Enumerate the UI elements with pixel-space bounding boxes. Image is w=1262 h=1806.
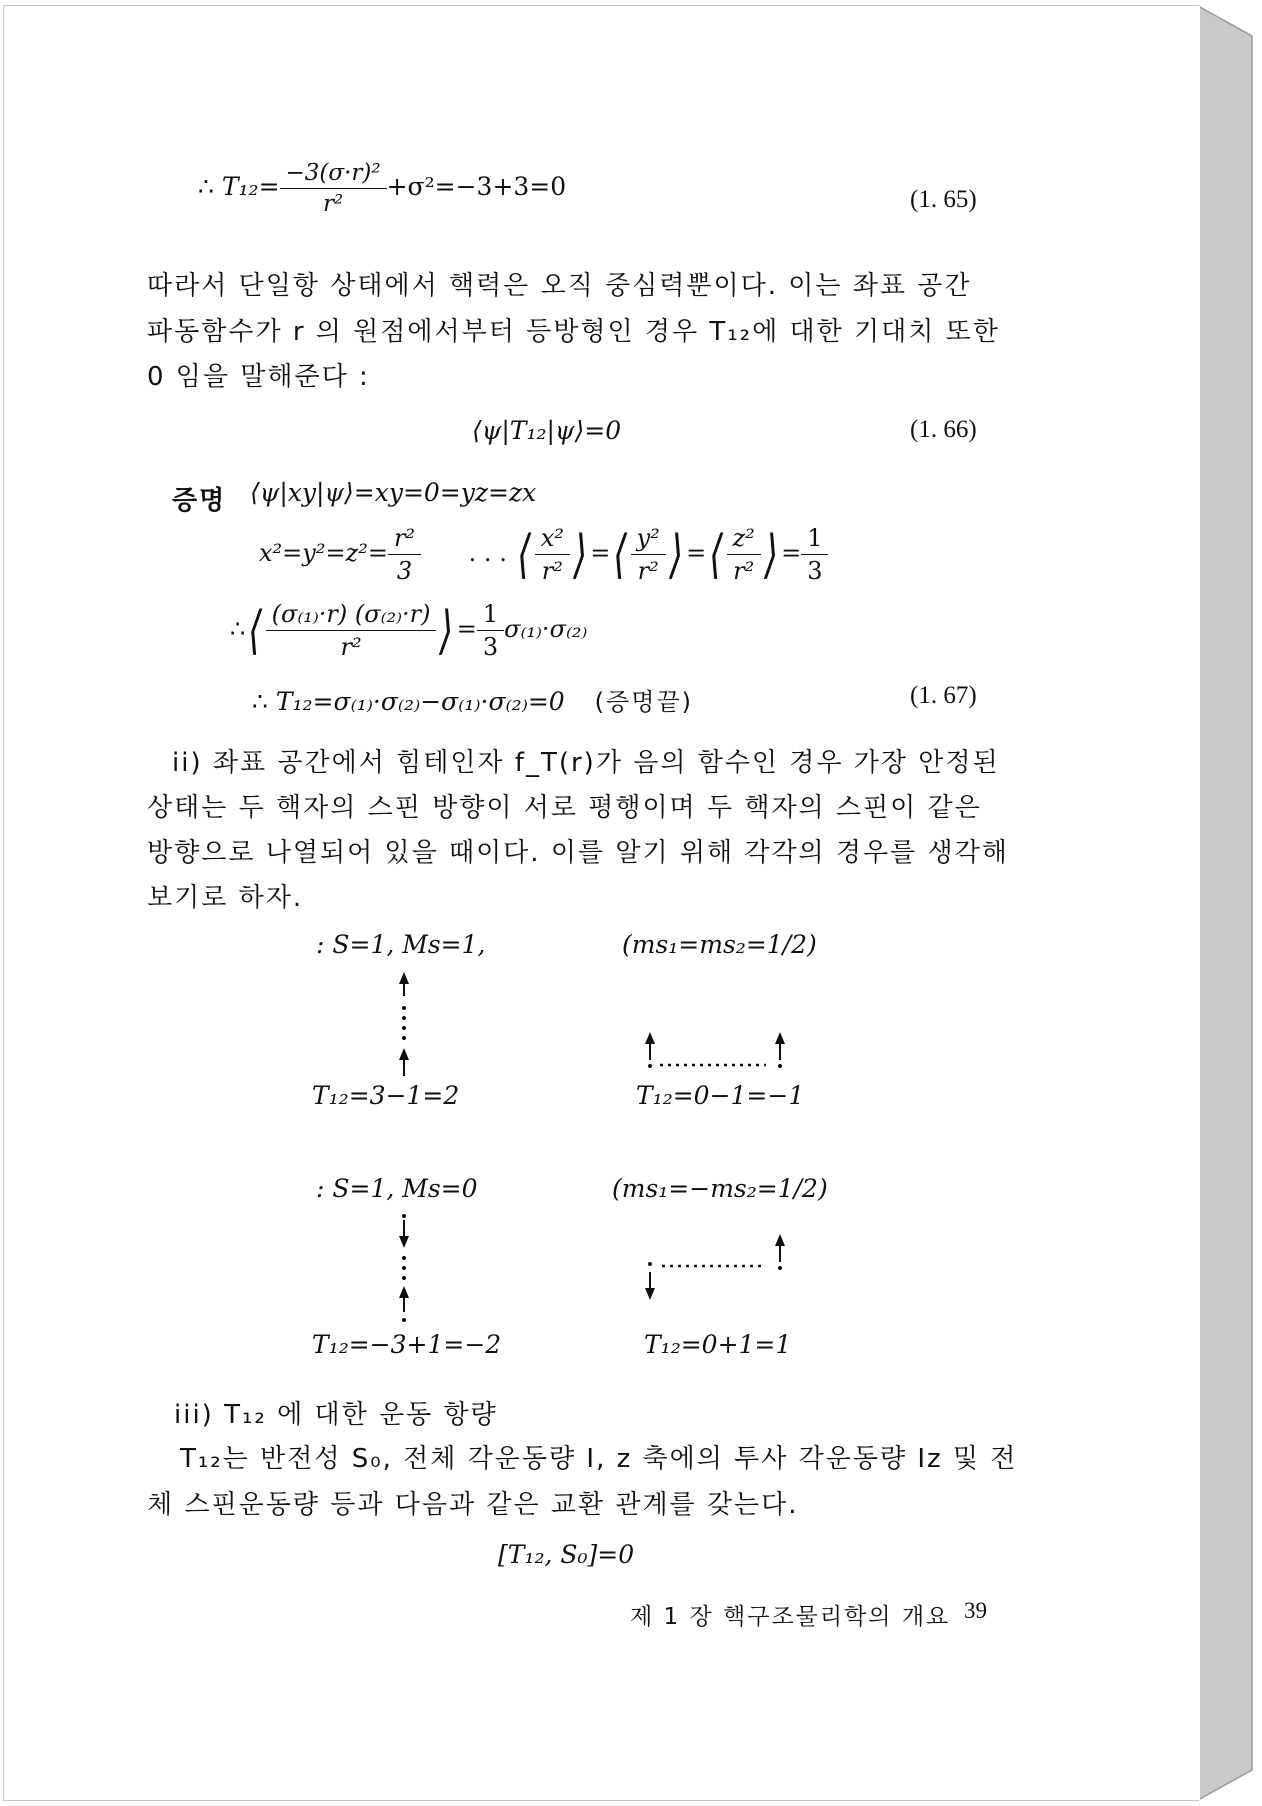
- section3-line2: 체 스핀운동량 등과 다음과 같은 교환 관계를 갖는다.: [147, 1490, 799, 1520]
- left-angle-bracket: ⟨: [517, 524, 532, 585]
- proof-line3-rhs-rest: σ₍₁₎·σ₍₂₎: [504, 615, 588, 643]
- eq165-fraction: [280, 160, 387, 217]
- case1-right-top: (ms₁=ms₂=1/2): [622, 930, 817, 959]
- proof-line3-rhs-den: 3: [482, 633, 499, 661]
- section3-line1: T₁₂는 반전성 S₀, 전체 각운동량 I, z 축에의 투사 각운동량 Iz 및 전: [180, 1444, 1018, 1474]
- proof-line3-frac: [266, 600, 437, 661]
- therefore-symbol: ∴: [230, 615, 246, 643]
- para2-line4: 보기로 하자.: [147, 883, 304, 913]
- proof-line2-dots: . . .: [468, 539, 507, 567]
- case1-left-spin-diagram: [384, 966, 424, 1086]
- left-angle-bracket: ⟨: [709, 524, 724, 585]
- x2-over-r2: [535, 524, 570, 585]
- case2-right-top: (ms₁=−ms₂=1/2): [612, 1174, 828, 1203]
- case2-left-top: : S=1, Ms=0: [316, 1174, 478, 1203]
- proof-line2-left: x²=y²=z²=: [259, 539, 388, 567]
- eq166-number: (1. 66): [910, 416, 977, 443]
- case1-right-spin-diagram: [634, 1022, 794, 1082]
- right-angle-bracket: ⟩: [572, 524, 588, 585]
- proof-line1: ⟨ψ|xy|ψ⟩=xy=0=yz=zx: [250, 478, 537, 507]
- eq165-lhs: T₁₂=: [221, 172, 280, 201]
- case1-left-top: : S=1, Ms=1,: [316, 930, 486, 959]
- case2-left-bottom: T₁₂=−3+1=−2: [312, 1330, 502, 1359]
- r2-b: r²: [637, 557, 659, 585]
- therefore-symbol: ∴: [198, 172, 214, 201]
- equation-1-65: [198, 160, 566, 217]
- proof-line2: x²=y²=z²= $\frac{\text{r²}}{3}$ . . . ⟨ $\frac{\text{x²}}{\text{r²}}$ ⟩ =⟨ $\frac{\text{y²}}{\text{r²}}$ ⟩ =⟨ $\frac{\text{z²}}{\text{r²}}$ ⟩ = $\frac{1}{3}$: [259, 524, 828, 585]
- one-third: [801, 524, 828, 585]
- y2: y²: [631, 524, 666, 555]
- proof-line3-den: r²: [340, 633, 362, 661]
- eq165-denominator: r²: [322, 191, 344, 217]
- para2-line1: ii) 좌표 공간에서 힘테인자 f_T(r)가 음의 함수인 경우 가장 안정된: [172, 748, 1000, 778]
- proof-line4: [252, 682, 693, 717]
- eq165-number: (1. 65): [910, 186, 977, 213]
- case2-right-spin-diagram: [634, 1228, 794, 1308]
- section3-heading: iii) T₁₂ 에 대한 운동 항량: [174, 1400, 498, 1430]
- right-angle-bracket: ⟩: [763, 524, 779, 585]
- y2-over-r2: [631, 524, 666, 585]
- proof-line3: ∴⟨ $\frac{\text{(σ₍₁₎·r) (σ₍₂₎·r)}}{\text{r²}}$ ⟩ = $\frac{1}{3}$ σ₍₁₎·σ₍₂₎: [230, 600, 588, 661]
- x2: x²: [535, 524, 570, 555]
- case1-right-bottom: T₁₂=0−1=−1: [636, 1081, 805, 1110]
- proof-line3-rhs-num: 1: [477, 600, 504, 631]
- book-page: [4, 6, 1200, 1800]
- page-number: 39: [964, 1598, 987, 1623]
- one-third-num: 1: [801, 524, 828, 555]
- case2-right-bottom: T₁₂=0+1=1: [644, 1330, 792, 1359]
- para2-line3: 방향으로 나열되어 있을 때이다. 이를 알기 위해 각각의 경우를 생각해: [147, 838, 1009, 868]
- proof-line4-expr: T₁₂=σ₍₁₎·σ₍₂₎−σ₍₁₎·σ₍₂₎=0: [275, 687, 565, 716]
- eq165-numerator: −3(σ·r)²: [280, 160, 387, 189]
- r2-c: r²: [733, 557, 755, 585]
- proof-line3-num: (σ₍₁₎·r) (σ₍₂₎·r): [266, 600, 437, 631]
- proof-line2-frac-den: 3: [396, 557, 413, 585]
- para1-line2: 파동함수가 r 의 원점에서부터 등방형인 경우 T₁₂에 대한 기대치 또한: [147, 317, 1000, 347]
- right-angle-bracket: ⟩: [668, 524, 684, 585]
- proof-line2-frac-num: r²: [388, 524, 421, 555]
- left-angle-bracket: ⟨: [613, 524, 628, 585]
- proof-label: 증명: [172, 486, 227, 516]
- chapter-footer: 제 1 장 핵구조물리학의 개요: [630, 1604, 951, 1630]
- equation-1-66: ⟨ψ|T₁₂|ψ⟩=0: [472, 416, 622, 445]
- para2-line2: 상태는 두 핵자의 스핀 방향이 서로 평행이며 두 핵자의 스핀이 같은: [147, 793, 982, 823]
- therefore-symbol: ∴: [252, 687, 268, 716]
- para1-line3: 0 임을 말해준다 :: [147, 362, 370, 392]
- left-angle-bracket: ⟨: [248, 600, 263, 661]
- z2-over-r2: [727, 524, 761, 585]
- eq165-rest: +σ²=−3+3=0: [386, 172, 567, 201]
- z2: z²: [727, 524, 761, 555]
- proof-line3-rhs-frac: [477, 600, 504, 661]
- case1-left-bottom: T₁₂=3−1=2: [312, 1081, 460, 1110]
- case2-left-spin-diagram: [384, 1208, 424, 1328]
- commutator-equation: [T₁₂, S₀]=0: [498, 1540, 635, 1569]
- eq167-number: (1. 67): [910, 682, 977, 709]
- proof-line2-frac: [388, 524, 421, 585]
- right-angle-bracket: ⟩: [439, 600, 454, 661]
- para1-line1: 따라서 단일항 상태에서 핵력은 오직 중심력뿐이다. 이는 좌표 공간: [147, 271, 972, 301]
- proof-end-mark: (증명끝): [594, 688, 693, 716]
- one-third-den: 3: [807, 557, 823, 585]
- r2-a: r²: [541, 557, 563, 585]
